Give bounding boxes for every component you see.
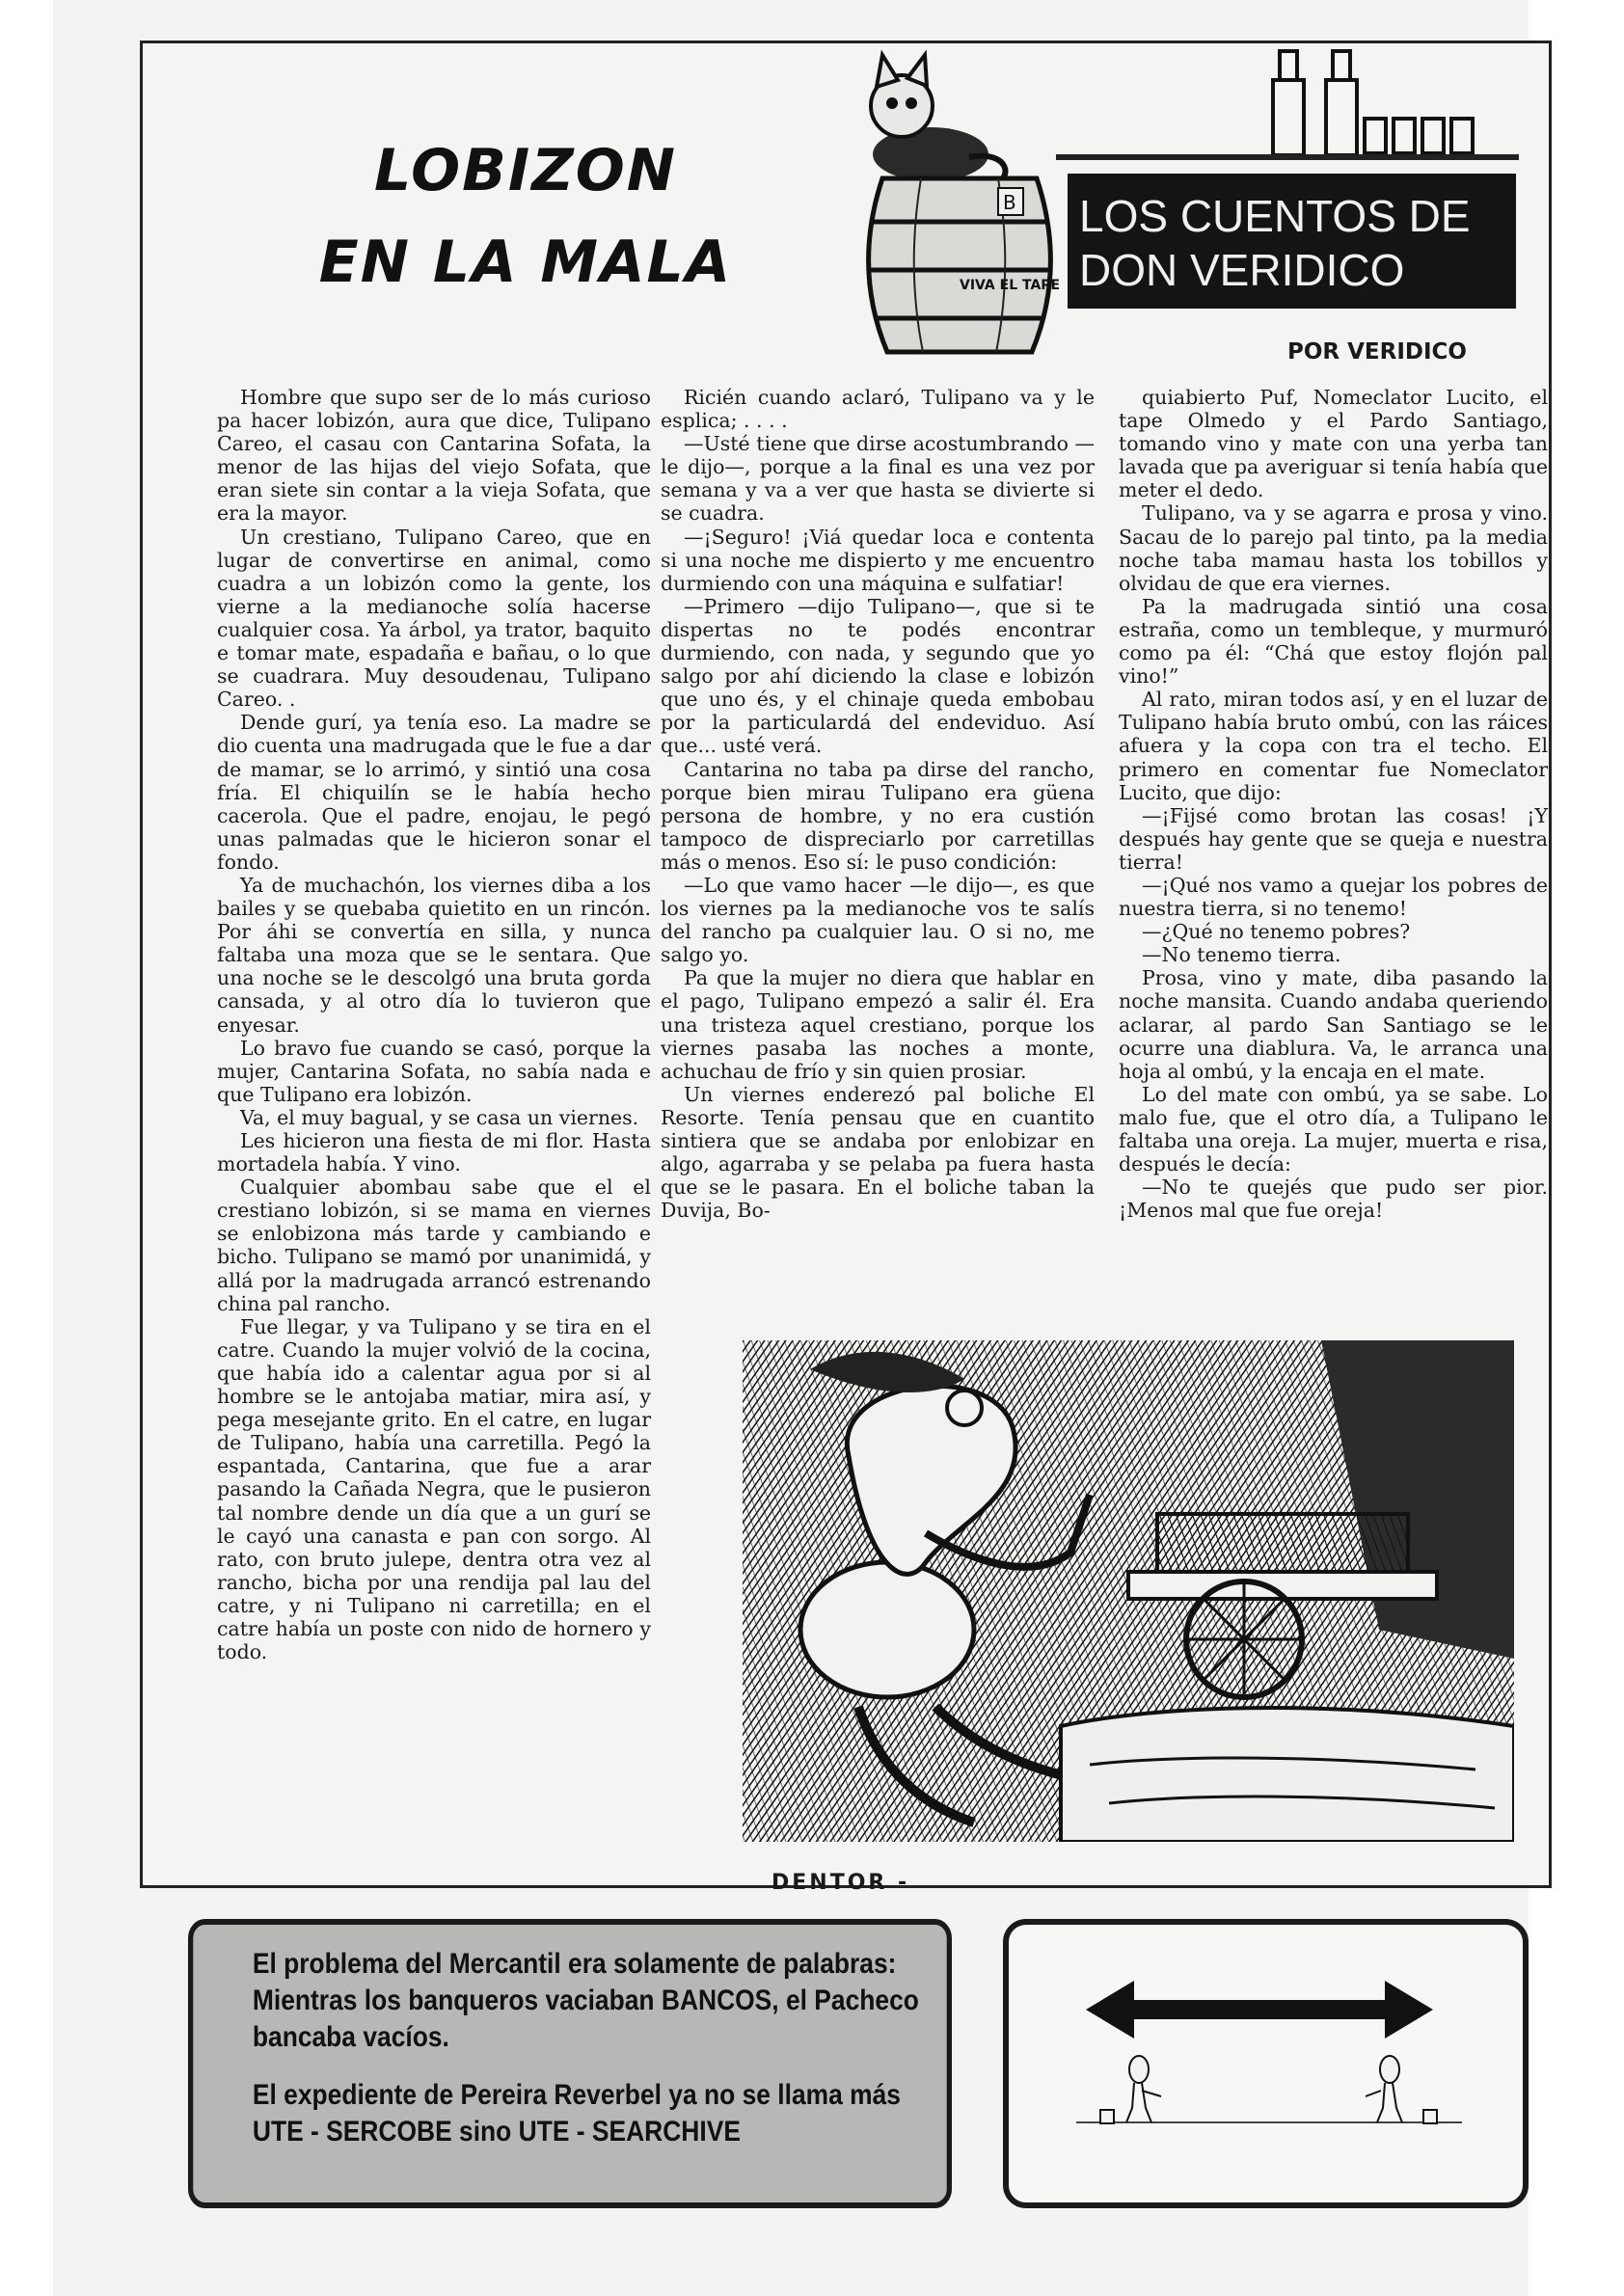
shelf: [1056, 154, 1519, 160]
paragraph: Pa que la mujer no diera que hablar en el pago, Tulipano empezó a salir él. Era una tristeza aquel crestiano, porque los viernes pasaba las noches a monte, achuchau de frío y sin quien prosiar.: [661, 966, 1095, 1083]
editorial-note-box: [188, 1919, 952, 2208]
series-title-box: [1068, 174, 1516, 309]
note-paragraph-2: El expediente de Pereira Reverbel ya no se llama más UTE - SERCOBE sino UTE - SEARCHIVE: [252, 2079, 901, 2147]
paragraph: Les hicieron una fiesta de mi flor. Hasta mortadela había. Y vino.: [217, 1129, 651, 1176]
paragraph: Hombre que supo ser de lo más curioso pa hacer lobizón, aura que dice, Tulipano Careo, el casau con Cantarina Sofata, la menor de las hijas del viejo Sofata, que eran siete sin contar a la vieja Sofata, que era la mayor.: [217, 386, 651, 526]
article-title: [256, 125, 796, 309]
paragraph: —No te quejés que pudo ser pior. ¡Menos mal que fue oreja!: [1119, 1175, 1548, 1223]
paragraph: Ricién cuando aclaró, Tulipano va y le esplica; . . . .: [661, 386, 1095, 433]
series-title-line-2: DON VERIDICO: [1079, 245, 1405, 295]
paragraph: —¡Qué nos vamo a quejar los pobres de nuestra tierra, si no tenemo!: [1119, 873, 1548, 921]
paragraph: Prosa, vino y mate, diba pasando la noche mansita. Cuando andaba queriendo aclarar, al pardo San Santiago se le ocurre una diablura. Va, le arranca una hoja al ombú, y la encaja en el mate.: [1119, 966, 1548, 1083]
paragraph: Va, el muy bagual, y se casa un viernes.: [240, 1105, 639, 1129]
paragraph: quiabierto Puf, Nomeclator Lucito, el tape Olmedo y el Pardo Santiago, tomando vino y mate con una yerba tan lavada que pa averiguar si tenía había que meter el dedo.: [1119, 386, 1548, 502]
newspaper-page: [53, 0, 1548, 2296]
paragraph: Pa la madrugada sintió una cosa estraña, como un tembleque, y murmuró como pa él: “Chá que estoy flojón pal vino!”: [1119, 594, 1548, 689]
paragraph: Al rato, miran todos así, y en el luzar de Tulipano había bruto ombú, con las ráices afuera y la copa con tra el techo. El primero en comentar fue Nomeclator Lucito, que dijo:: [1119, 688, 1548, 804]
barrel-letter: B: [1003, 191, 1016, 214]
paragraph: —¡Fijsé como brotan las cosas! ¡Y después hay gente que se queja e nuestra tierra!: [1119, 803, 1548, 874]
paragraph: Un crestiano, Tulipano Careo, que en lugar de convertirse en animal, como cuadra a un lobizón como la gente, los vierne a la medianoche solía hacerse cualquier cosa. Ya árbol, ya trator, baquito e tomar mate, espadaña e bañau, o lo que se cuadrara. Muy desoudenau, Tulipano Careo. .: [217, 525, 651, 712]
barrel-cat-illustration: [853, 43, 1066, 362]
double-arrow-cartoon: [1009, 1925, 1523, 2202]
bottles-shelf-illustration: [1259, 46, 1509, 157]
byline: POR VERIDICO: [1287, 339, 1467, 365]
paragraph: Cualquier abombau sabe que el el crestiano lobizón, si se mama en viernes se enlobizona más tarde y cambiando e bicho. Tulipano se mamó por unanimidá, y allá por la madrugada arrancó estrenando china pal rancho.: [217, 1175, 651, 1315]
paragraph: Lo del mate con ombú, ya se sabe. Lo malo fue, que el otro día, a Tulipano le faltaba una oreja. La mujer, muerta e risa, después le decía:: [1119, 1082, 1548, 1176]
barrel-label: VIVA EL TAPE: [960, 278, 1061, 293]
text-column-3: [1119, 386, 1548, 1222]
paragraph: Un viernes enderezó pal boliche El Resorte. Tenía pensau que en cuantito sintiera que se andaba por enlobizar en algo, agarraba y se pelaba pa fuera hasta que se le pasara. En el boliche taban la Duvija, Bo-: [661, 1082, 1095, 1223]
text-column-2: [661, 386, 1095, 1222]
paragraph: Tulipano, va y se agarra e prosa y vino. Sacau de lo parejo pal tinto, pa la media noche taba mamau hasta los tobillos y olvidau de que era viernes.: [1119, 501, 1548, 595]
text-column-1: [217, 386, 651, 1663]
note-paragraph-1: El problema del Mercantil era solamente de palabras: Mientras los banqueros vaciaban BANCOS, el Pacheco bancaba vacíos.: [252, 1948, 919, 2053]
paragraph: —¡Seguro! ¡Viá quedar loca e contenta si una noche me dispierto y me encuentro durmiendo con una máquina e sulfatiar!: [661, 525, 1095, 595]
paragraph: Ya de muchachón, los viernes diba a los bailes y se quebaba quietito en un rincón. Por áhi se convertía en silla, y nunca faltaba una moza que se le sentara. Que una noche se le descolgó una bruta gorda cansada, y al otro día lo tuvieron que enyesar.: [217, 873, 651, 1037]
paragraph: Lo bravo fue cuando se casó, porque la mujer, Cantarina Sofata, no sabía nada e que Tulipano era lobizón.: [217, 1036, 651, 1106]
title-line-1: LOBIZON: [374, 137, 677, 204]
illustrator-signature: DENTOR -: [771, 1871, 910, 1895]
title-line-2: EN LA MALA: [318, 229, 733, 296]
paragraph: Fue llegar, y va Tulipano y se tira en el catre. Cuando la mujer volvió de la cocina, que había ido a calentar agua por si al hombre se le antojaba matiar, mira así, y pega mesejante grito. En el catre, en lugar de Tulipano, había una carretilla. Pegó la espantada, Cantarina, que fue a arar pasando la Cañada Negra, que le pusieron tal nombre dende un día que a un gurí se le cayó una canasta e pan con sorgo. Al rato, con bruto julepe, dentra otra vez al rancho, bicha por una rendija pal lau del catre, y ni Tulipano ni carretilla; en el catre había un poste con nido de hornero y todo.: [217, 1314, 651, 1664]
paragraph: —No tenemo tierra.: [1142, 943, 1341, 967]
paragraph: Cantarina no taba pa dirse del rancho, porque bien mirau Tulipano era güena persona de hombre, y no era custión tampoco de dispreciarlo por carretillas más o menos. Eso sí: le puso condición:: [661, 757, 1095, 874]
paragraph: —Usté tiene que dirse acostumbrando —le dijo—, porque a la final es una vez por semana y va a ver que hasta se divierte si se cuadra.: [661, 432, 1095, 526]
paragraph: Dende gurí, ya tenía eso. La madre se dio cuenta una madrugada que le fue a dar de mamar, se lo arrimó, y sintió una cosa fría. El chiquilín se le había hecho cacerola. Que el padre, enojau, le pegó unas palmadas que le hicieron sonar el fondo.: [217, 711, 651, 874]
paragraph: —Primero —dijo Tulipano—, que si te dispertas no te podés encontrar durmiendo, con nada, y segundo que yo salgo por ahí diciendo la clase e lobizón que uno és, y el chinaje queda embobau por la particulardá del endeviduo. Así que... usté verá.: [661, 594, 1095, 758]
arrow-cartoon-box: [1003, 1919, 1529, 2208]
cartoon-illustration: [743, 1340, 1514, 1842]
series-title-line-1: LOS CUENTOS DE: [1079, 191, 1471, 241]
paragraph: —¿Qué no tenemo pobres?: [1142, 920, 1411, 944]
paragraph: —Lo que vamo hacer —le dijo—, es que los viernes pa la medianoche vos te salís del rancho pa cualquier lau. O si no, me salgo yo.: [661, 873, 1095, 967]
